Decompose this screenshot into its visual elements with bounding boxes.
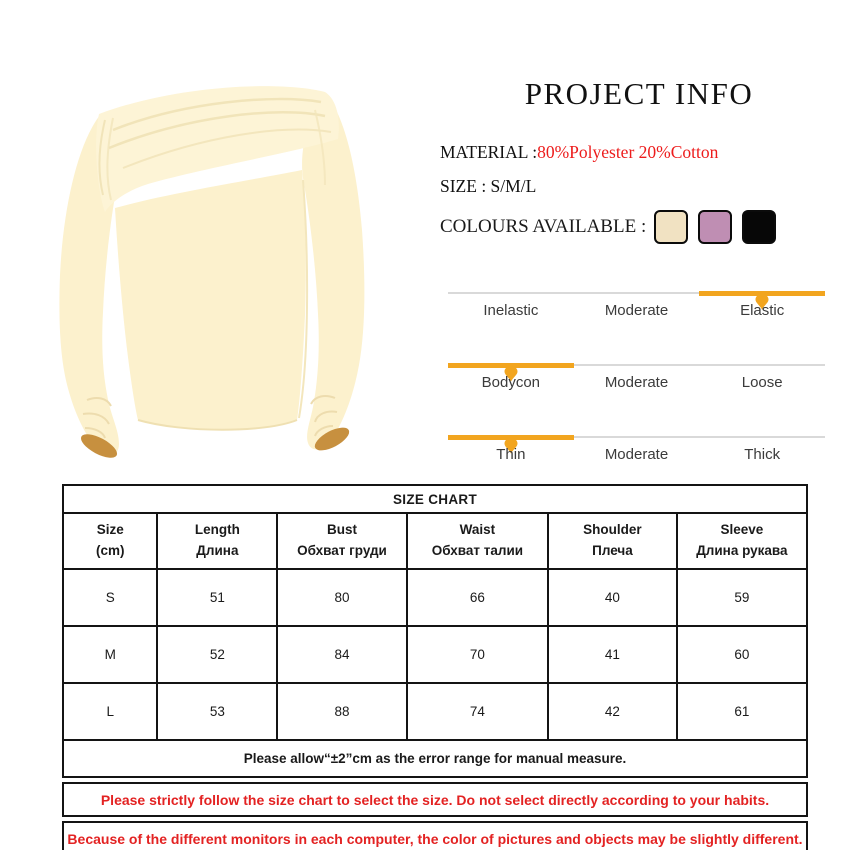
scale-label: Moderate (604, 446, 669, 463)
size-cell: M (63, 626, 157, 683)
material-label: MATERIAL : (440, 142, 538, 162)
scale-label: Thin (496, 446, 526, 463)
value-cell: 42 (548, 683, 677, 740)
scale-label: Moderate (604, 374, 669, 391)
color-swatch-cream (654, 210, 688, 244)
colours-line (440, 210, 838, 244)
size-chart-title: SIZE CHART (63, 485, 807, 513)
size-chart-table (62, 484, 808, 778)
scale-track (448, 364, 825, 366)
scale-labels (448, 446, 825, 463)
colours-label: COLOURS AVAILABLE : (440, 216, 647, 237)
scale-elasticity (448, 272, 825, 344)
scale-label: Bodycon (481, 374, 541, 391)
scale-track (448, 292, 825, 294)
attribute-scales (448, 272, 825, 488)
value-cell: 84 (277, 626, 406, 683)
column-header-size: Size (cm) (63, 513, 157, 569)
scale-label: Thick (744, 446, 781, 463)
size-chart-section (62, 484, 808, 850)
column-header-bust: Bust Обхват груди (277, 513, 406, 569)
product-image (53, 60, 445, 480)
column-header-length: Length Длина (157, 513, 277, 569)
material-value: 80%Polyester 20%Cotton (537, 142, 719, 162)
project-info-panel (440, 76, 838, 244)
scale-label: Moderate (604, 302, 669, 319)
value-cell: 88 (277, 683, 406, 740)
value-cell: 51 (157, 569, 277, 626)
color-swatch-black (742, 210, 776, 244)
size-cell: L (63, 683, 157, 740)
column-header-waist: Waist Обхват талии (407, 513, 548, 569)
value-cell: 61 (677, 683, 807, 740)
column-header-sleeve: Sleeve Длина рукава (677, 513, 807, 569)
value-cell: 74 (407, 683, 548, 740)
garment-illustration (53, 60, 445, 480)
size-cell: S (63, 569, 157, 626)
measure-note: Please allow“±2”cm as the error range for manual measure. (63, 740, 807, 777)
material-line (440, 142, 838, 163)
value-cell: 40 (548, 569, 677, 626)
value-cell: 53 (157, 683, 277, 740)
footnote-color-advice: Because of the different monitors in each computer, the color of pictures and objects may be slightly different. (62, 821, 808, 850)
scale-track (448, 436, 825, 438)
scale-fit (448, 344, 825, 416)
scale-label: Elastic (740, 302, 785, 319)
scale-labels (448, 302, 825, 319)
scale-thickness (448, 416, 825, 488)
table-row-m (63, 626, 807, 683)
value-cell: 60 (677, 626, 807, 683)
page-title: PROJECT INFO (524, 76, 754, 111)
value-cell: 66 (407, 569, 548, 626)
table-row-l (63, 683, 807, 740)
value-cell: 52 (157, 626, 277, 683)
scale-label: Inelastic (483, 302, 539, 319)
value-cell: 80 (277, 569, 406, 626)
value-cell: 70 (407, 626, 548, 683)
footnote-size-advice: Please strictly follow the size chart to select the size. Do not select directly according to your habits. (62, 782, 808, 817)
color-swatch-mauve (698, 210, 732, 244)
header-row (63, 513, 807, 569)
scale-label: Loose (741, 374, 783, 391)
column-header-shoulder: Shoulder Плеча (548, 513, 677, 569)
value-cell: 59 (677, 569, 807, 626)
value-cell: 41 (548, 626, 677, 683)
size-line: SIZE : S/M/L (440, 176, 537, 196)
table-row-s (63, 569, 807, 626)
swatch-row (654, 210, 776, 244)
scale-labels (448, 374, 825, 391)
